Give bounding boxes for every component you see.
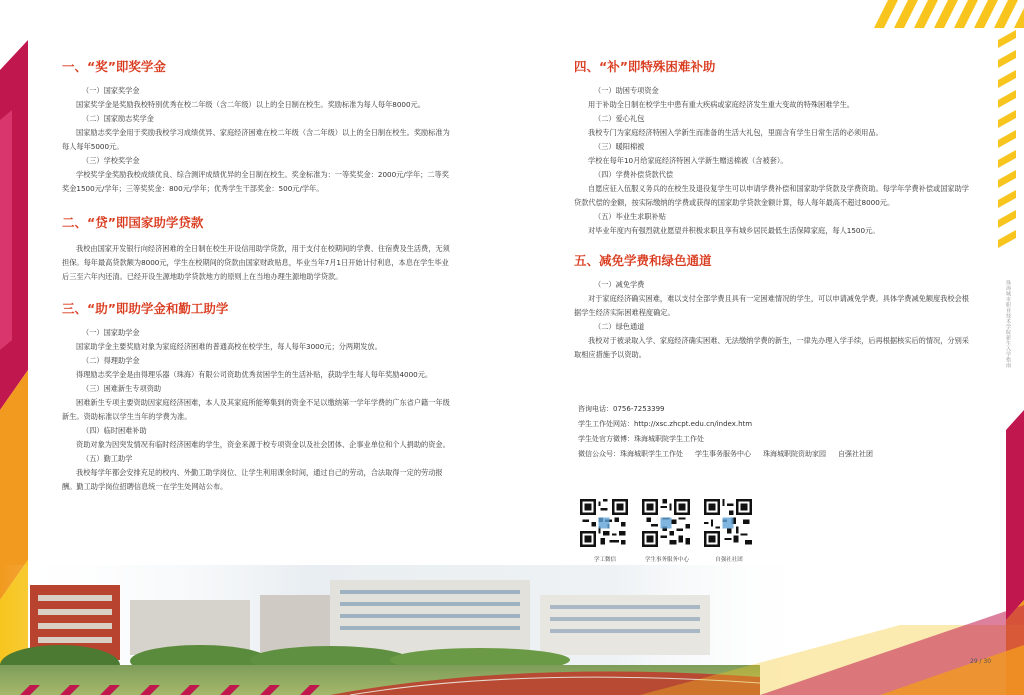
right-column	[574, 58, 972, 362]
wechat-account-4: 自强社社团	[838, 450, 873, 458]
qr-label: 自强社社团	[715, 557, 743, 563]
item-body: 学校在每年10月给家庭经济特困入学新生赠送棉被（含被套）。	[588, 156, 788, 165]
section-title-waiver: 五、减免学费和绿色通道	[574, 253, 712, 268]
item-heading: （四）临时困难补助	[82, 426, 147, 435]
qr-block	[578, 497, 632, 563]
item-body: 我校对于被录取入学、家庭经济确实困难、无法缴纳学费的新生，一律先办理入学手续，后再根据核实后的情况，分别采取相应措施予以资助。	[574, 336, 969, 359]
item-heading: （一）助困专项资金	[594, 86, 659, 95]
wechat-account-1: 微信公众号：珠海城职学生工作处	[578, 450, 683, 458]
item-heading: （二）爱心礼包	[594, 114, 645, 123]
side-vertical-text: 珠海城市职业技术学院新生入学指南	[1005, 280, 1011, 368]
item-body: 学校奖学金奖励我校成绩优良、综合测评成绩优异的全日制在校生。奖金标准为：一等奖奖金：2000元/学年；二等奖奖金1500元/学年；三等奖奖金：800元/学年；优秀学生干部奖金：500元/学年。	[62, 170, 449, 193]
wechat-account-3: 珠海城职院资助家园	[763, 450, 826, 458]
wechat-line	[578, 447, 978, 462]
qr-label: 学工微信	[593, 557, 616, 563]
section-title-scholarship: 一、“奖”即奖学金	[62, 59, 166, 74]
item-heading: （一）国家奖学金	[82, 86, 140, 95]
item-body: 困难新生专项主要资助因家庭经济困难，本人及其家庭所能筹集到的资金不足以缴纳第一学年学费的广东省户籍一年级新生。资助标准以学生当年的学费为准。	[62, 398, 450, 421]
item-heading: （五）毕业生求职补贴	[594, 212, 666, 221]
item-heading: （三）学校奖学金	[82, 156, 140, 165]
qr-code-icon[interactable]	[640, 497, 692, 549]
section-title-grant: 三、“助”即助学金和勤工助学	[62, 301, 229, 316]
item-heading: （二）绿色通道	[594, 322, 645, 331]
qr-block	[640, 497, 694, 563]
item-body: 国家奖学金是奖励我校特别优秀在校二年级（含二年级）以上的全日制在校生。奖励标准为每人每年8000元。	[76, 100, 425, 109]
item-body: 国家励志奖学金用于奖励我校学习成绩优异、家庭经济困难在校二年级（含二年级）以上的全日制在校生。奖励标准为每人每年5000元。	[62, 128, 450, 151]
website-link[interactable]: 学生工作处网站：http://xsc.zhcpt.edu.cn/index.htm	[578, 420, 753, 428]
item-body: 我校每学年都会安排充足的校内、外勤工助学岗位、让学生利用课余时间，通过自己的劳动，合法取得一定的劳动报酬。勤工助学岗位招聘信息统一在学生处网站公布。	[62, 468, 443, 491]
item-heading: （二）得理助学金	[82, 356, 140, 365]
item-heading: （一）减免学费	[594, 280, 645, 289]
phone-line: 咨询电话：0756-7253399	[578, 405, 665, 413]
qr-code-icon[interactable]	[578, 497, 630, 549]
item-body: 得理励志奖学金是由得理乐器（珠海）有限公司资助优秀贫困学生的生活补贴，获助学生每人每年奖励4000元。	[76, 370, 433, 379]
item-body: 国家助学金主要奖励对象为家庭经济困难的普通高校在校学生，每人每年3000元；分两期发放。	[76, 342, 382, 351]
item-body: 对毕业年度内有强烈就业愿望并积极求职且享有城乡居民最低生活保障家庭，每人1500元。	[588, 226, 880, 235]
item-heading: （一）国家助学金	[82, 328, 140, 337]
left-column	[62, 58, 454, 494]
qr-code-icon[interactable]	[702, 497, 754, 549]
qr-label: 学生事务服务中心	[644, 557, 689, 563]
wechat-account-2: 学生事务服务中心	[695, 450, 751, 458]
qr-block	[702, 497, 756, 563]
item-body: 我校专门为家庭经济特困入学新生而准备的生活大礼包，里面含有学生日常生活的必须用品。	[588, 128, 883, 137]
item-body: 自愿应征入伍服义务兵的在校生及退役复学生可以申请学费补偿和国家助学贷款及学费资助。每学年学费补偿或国家助学贷款代偿的金额，按实际缴纳的学费或获得的国家助学贷款金额计算，每人每年最高不超过8000元。	[574, 184, 969, 207]
section-title-subsidy: 四、“补”即特殊困难补助	[574, 59, 716, 74]
section-title-loan: 二、“贷”即国家助学贷款	[62, 215, 204, 230]
item-heading: （三）暖阳棉被	[594, 142, 645, 151]
item-heading: （五）勤工助学	[82, 454, 133, 463]
loan-body: 我校由国家开发银行向经济困难的全日制在校生开设信用助学贷款，用于支付在校期间的学费、住宿费及生活费，无须担保。每年最高贷款额为8000元，学生在校期间的贷款由国家财政贴息，毕业当年7月1日开始计付利息，本息在学生毕业后三至六年内还清。已经开设生源地助学贷款地方的原则上在当地办理生源地助学贷款。	[62, 244, 450, 281]
item-heading: （三）困难新生专项资助	[82, 384, 162, 393]
contact-info	[578, 402, 978, 462]
campus-photo	[0, 565, 1024, 695]
weibo-line: 学生处官方微博：珠海城职院学生工作处	[578, 435, 704, 443]
item-heading: （二）国家励志奖学金	[82, 114, 154, 123]
item-body: 资助对象为因突发情况有临时经济困难的学生，资金来源于校专项资金以及社会团体、企事业单位和个人捐助的资金。	[76, 440, 450, 449]
page-number: 29 / 30	[970, 658, 992, 665]
item-body: 对于家庭经济确实困难，难以支付全部学费且具有一定困难情况的学生，可以申请减免学费。具体学费减免额度我校会根据学生经济实际困难程度确定。	[574, 294, 969, 317]
item-body: 用于补助全日制在校学生中患有重大疾病或家庭经济发生重大变故的特殊困难学生。	[588, 100, 854, 109]
item-heading: （四）学费补偿贷款代偿	[594, 170, 674, 179]
